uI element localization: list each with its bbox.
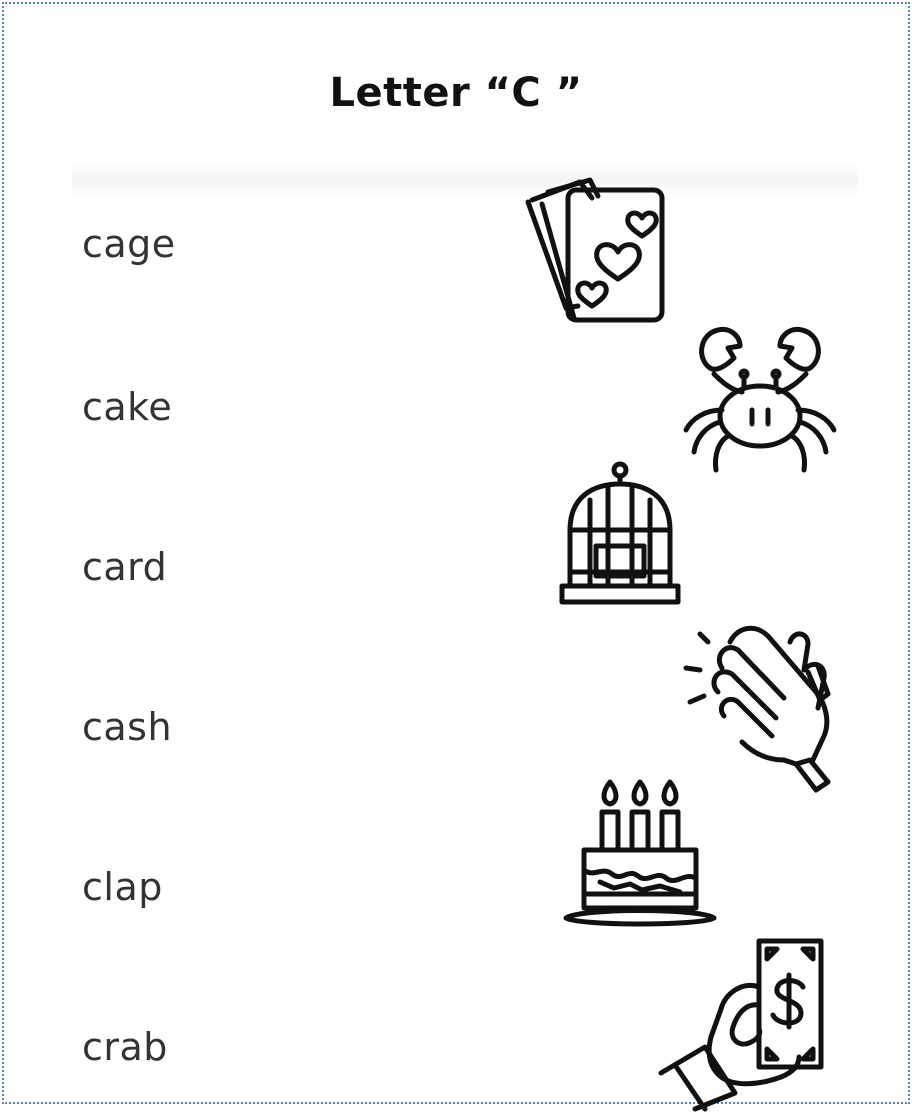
- crab-icon: [680, 318, 840, 478]
- word-clap: clap: [82, 865, 163, 909]
- word-cash: cash: [82, 705, 173, 749]
- word-card: card: [82, 545, 168, 589]
- header-shade: [72, 162, 858, 198]
- playing-cards-icon: [522, 168, 670, 326]
- hand-holding-cash-icon: [655, 935, 827, 1110]
- word-cage: cage: [82, 222, 176, 266]
- word-cake: cake: [82, 385, 173, 429]
- clapping-hands-icon: [672, 612, 842, 792]
- page-title: Letter “C ”: [329, 70, 583, 116]
- birthday-cake-icon: [560, 770, 720, 930]
- word-crab: crab: [82, 1025, 168, 1069]
- birdcage-icon: [556, 460, 684, 616]
